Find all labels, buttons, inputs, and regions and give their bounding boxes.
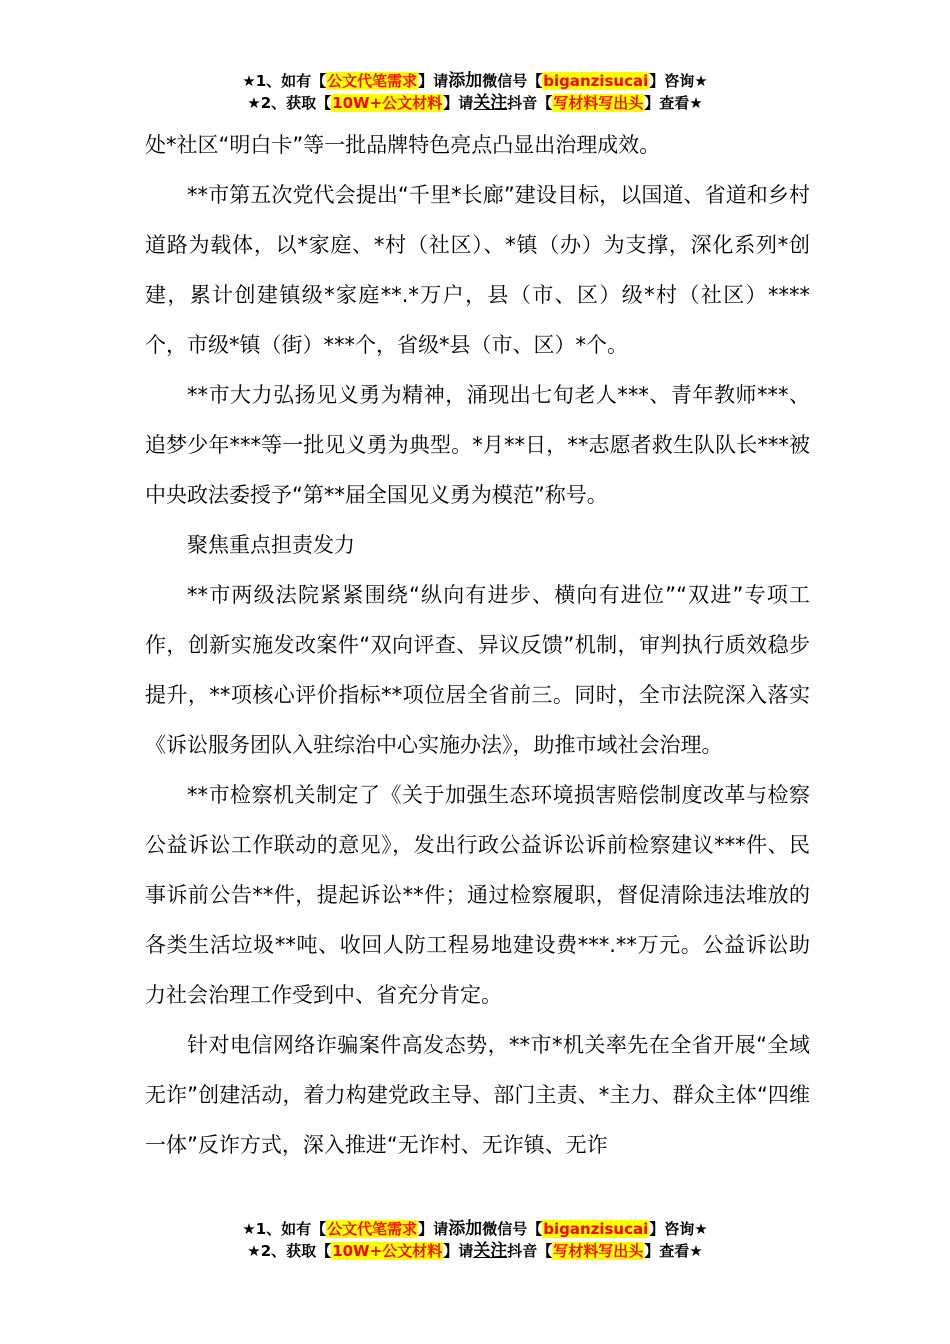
banner-text: 抖音【 [507, 1242, 553, 1260]
banner-text: 微信号【 [482, 72, 543, 90]
paragraph: **市大力弘扬见义勇为精神，涌现出七旬老人***、青年教师***、追梦少年***等一批见义勇为典型。*月**日，**志愿者救生队队长***被中央政法委授予“第**届全国见义勇为模范”称号。 [145, 383, 810, 507]
paragraph: **市检察机关制定了《关于加强生态环境损害赔偿制度改革与检察公益诉讼工作联动的意见》，发出行政公益诉讼诉前检察建议***件、民事诉前公告**件，提起诉讼**件；通过检察履职，督促清除违法堆放的各类生活垃圾**吨、收回人防工程易地建设费***.**万元。公益诉讼助力社会治理工作受到中、省充分肯定。 [145, 783, 810, 1007]
banner-emphasis: 添加 [448, 71, 483, 91]
banner-highlight: 10W+公文材料 [332, 94, 443, 112]
banner-text: 】请 [418, 72, 449, 90]
banner-text: ★1、如有【 [242, 72, 327, 90]
banner-highlight: 公文代笔需求 [327, 72, 418, 90]
paragraph: 针对电信网络诈骗案件高发态势，**市*机关率先在全省开展“全域无诈”创建活动，着力构建党政主导、部门主责、*主力、群众主体“四维一体”反诈方式，深入推进“无诈村、无诈镇、无诈 [145, 1033, 810, 1157]
banner-highlight: 写材料写出头 [553, 94, 644, 112]
banner-line-1 [0, 1218, 950, 1240]
banner-text: 】请 [443, 1242, 474, 1260]
section-heading: 聚焦重点担责发力 [187, 533, 355, 557]
banner-text: 】咨询★ [649, 72, 708, 90]
banner-text: ★2、获取【 [247, 94, 332, 112]
banner-text: 】请 [418, 1220, 449, 1238]
banner-highlight: 写材料写出头 [553, 1242, 644, 1260]
banner-highlight: biganzisucai [543, 1220, 649, 1238]
banner-text: ★2、获取【 [247, 1242, 332, 1260]
banner-emphasis: 关注 [473, 1241, 508, 1261]
banner-line-2 [0, 1240, 950, 1262]
banner-text: 微信号【 [482, 1220, 543, 1238]
paragraph: 处*社区“明白卡”等一批品牌特色亮点凸显出治理成效。 [145, 133, 661, 157]
banner-text: ★1、如有【 [242, 1220, 327, 1238]
paragraph: **市第五次党代会提出“千里*长廊”建设目标，以国道、省道和乡村道路为载体，以*家庭、*村（社区）、*镇（办）为支撑，深化系列*创建，累计创建镇级*家庭**.*万户，县（市、区）级*村（社区）****个，市级*镇（街）***个，省级*县（市、区）*个。 [145, 183, 810, 357]
banner-highlight: 公文代笔需求 [327, 1220, 418, 1238]
banner-text: 】查看★ [644, 1242, 703, 1260]
paragraph: **市两级法院紧紧围绕“纵向有进步、横向有进位”“双进”专项工作，创新实施发改案件“双向评查、异议反馈”机制，审判执行质效稳步提升，**项核心评价指标**项位居全省前三。同时，全市法院深入落实《诉讼服务团队入驻综治中心实施办法》，助推市域社会治理。 [145, 583, 810, 757]
banner-text: 】查看★ [644, 94, 703, 112]
banner-line-2 [0, 92, 950, 114]
header-banner [0, 70, 950, 114]
banner-line-1 [0, 70, 950, 92]
banner-highlight: 10W+公文材料 [332, 1242, 443, 1260]
banner-text: 】咨询★ [649, 1220, 708, 1238]
banner-text: 】请 [443, 94, 474, 112]
banner-text: 抖音【 [507, 94, 553, 112]
banner-highlight: biganzisucai [543, 72, 649, 90]
banner-emphasis: 关注 [473, 93, 508, 113]
footer-banner [0, 1218, 950, 1262]
banner-emphasis: 添加 [448, 1219, 483, 1239]
document-body [145, 120, 810, 1170]
